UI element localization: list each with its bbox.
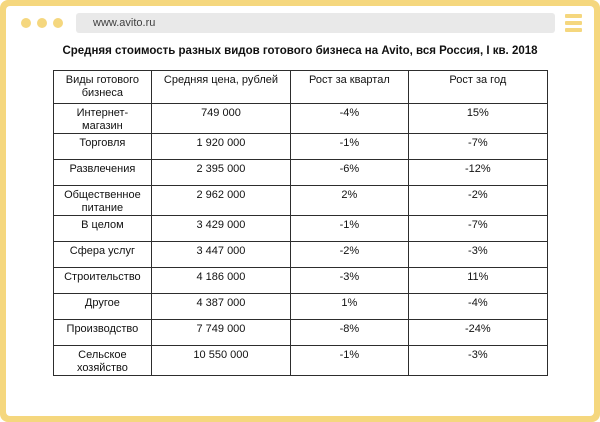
browser-chrome xyxy=(16,13,584,33)
quarter-growth-cell: 1% xyxy=(290,294,409,320)
business-price-table xyxy=(53,70,548,376)
table-row xyxy=(53,242,547,268)
browser-window xyxy=(6,6,594,416)
business-type-cell: Строительство xyxy=(53,268,152,294)
year-growth-cell: 11% xyxy=(409,268,547,294)
business-type-cell: Торговля xyxy=(53,134,152,160)
table-row xyxy=(53,186,547,216)
col-header-year-growth: Рост за год xyxy=(409,71,547,104)
year-growth-cell: -7% xyxy=(409,216,547,242)
quarter-growth-cell: -6% xyxy=(290,160,409,186)
year-growth-cell: -3% xyxy=(409,242,547,268)
quarter-growth-cell: 2% xyxy=(290,186,409,216)
hamburger-bar xyxy=(565,28,582,32)
avg-price-cell: 2 395 000 xyxy=(152,160,290,186)
year-growth-cell: -7% xyxy=(409,134,547,160)
quarter-growth-cell: -4% xyxy=(290,104,409,134)
year-growth-cell: -4% xyxy=(409,294,547,320)
hamburger-bar xyxy=(565,14,582,18)
table-row xyxy=(53,320,547,346)
business-type-cell: Интернет-магазин xyxy=(53,104,152,134)
year-growth-cell: -12% xyxy=(409,160,547,186)
window-control-dots xyxy=(21,18,63,28)
url-text: www.avito.ru xyxy=(93,17,156,29)
table-row xyxy=(53,160,547,186)
business-type-cell: Сельское хозяйство xyxy=(53,346,152,376)
quarter-growth-cell: -1% xyxy=(290,216,409,242)
avg-price-cell: 2 962 000 xyxy=(152,186,290,216)
table-row xyxy=(53,294,547,320)
hamburger-menu-icon[interactable] xyxy=(565,14,582,32)
business-type-cell: В целом xyxy=(53,216,152,242)
table-row xyxy=(53,134,547,160)
quarter-growth-cell: -1% xyxy=(290,346,409,376)
col-header-business-type: Виды готового бизнеса xyxy=(53,71,152,104)
window-dot-icon xyxy=(21,18,31,28)
page-content xyxy=(6,45,594,376)
table-row xyxy=(53,104,547,134)
table-row xyxy=(53,346,547,376)
quarter-growth-cell: -2% xyxy=(290,242,409,268)
window-dot-icon xyxy=(53,18,63,28)
business-type-cell: Другое xyxy=(53,294,152,320)
year-growth-cell: -2% xyxy=(409,186,547,216)
quarter-growth-cell: -3% xyxy=(290,268,409,294)
business-type-cell: Сфера услуг xyxy=(53,242,152,268)
business-type-cell: Развлечения xyxy=(53,160,152,186)
avg-price-cell: 749 000 xyxy=(152,104,290,134)
avg-price-cell: 7 749 000 xyxy=(152,320,290,346)
avg-price-cell: 4 387 000 xyxy=(152,294,290,320)
quarter-growth-cell: -8% xyxy=(290,320,409,346)
quarter-growth-cell: -1% xyxy=(290,134,409,160)
table-row xyxy=(53,268,547,294)
window-dot-icon xyxy=(37,18,47,28)
year-growth-cell: -24% xyxy=(409,320,547,346)
avg-price-cell: 4 186 000 xyxy=(152,268,290,294)
business-type-cell: Общественное питание xyxy=(53,186,152,216)
avg-price-cell: 10 550 000 xyxy=(152,346,290,376)
col-header-quarter-growth: Рост за квартал xyxy=(290,71,409,104)
col-header-average-price: Средняя цена, рублей xyxy=(152,71,290,104)
table-header-row xyxy=(53,71,547,104)
year-growth-cell: 15% xyxy=(409,104,547,134)
hamburger-bar xyxy=(565,21,582,25)
table-row xyxy=(53,216,547,242)
page-title: Средняя стоимость разных видов готового бизнеса на Avito, вся Россия, I кв. 2018 xyxy=(62,45,538,57)
avg-price-cell: 3 429 000 xyxy=(152,216,290,242)
business-type-cell: Производство xyxy=(53,320,152,346)
address-bar[interactable] xyxy=(76,13,555,33)
avg-price-cell: 1 920 000 xyxy=(152,134,290,160)
avg-price-cell: 3 447 000 xyxy=(152,242,290,268)
year-growth-cell: -3% xyxy=(409,346,547,376)
